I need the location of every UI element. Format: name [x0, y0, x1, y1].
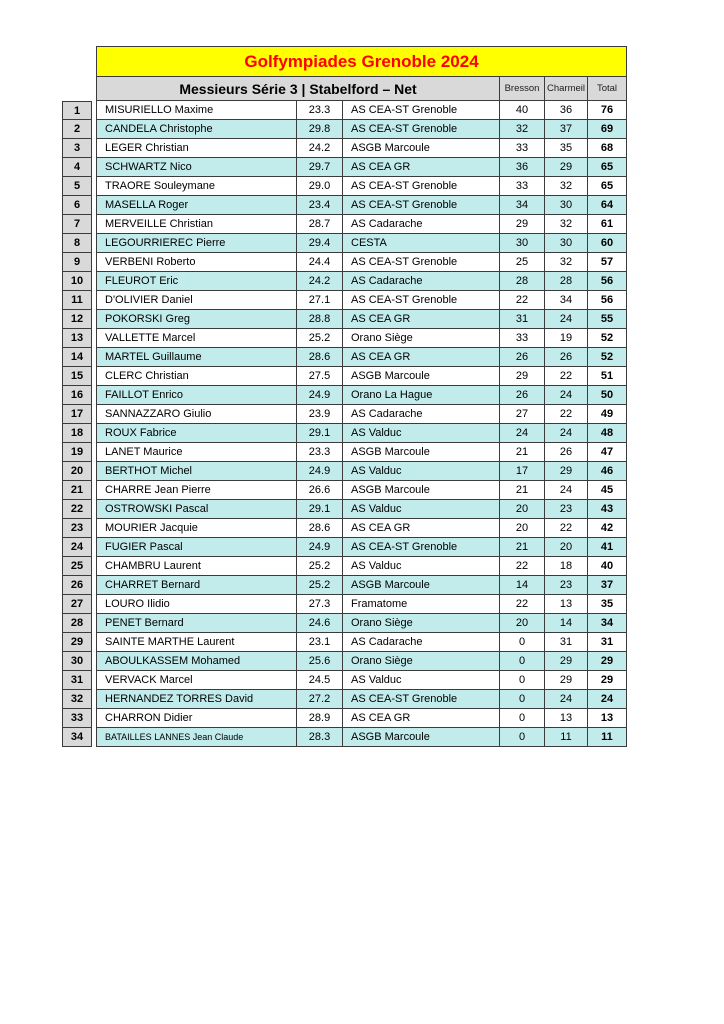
bresson-score-cell: 33 [500, 177, 545, 196]
rank-cell: 17 [62, 405, 92, 424]
charmeil-score-cell: 24 [545, 310, 588, 329]
total-score-cell: 56 [588, 272, 627, 291]
rank-cell: 8 [62, 234, 92, 253]
club-cell: AS Valduc [343, 671, 500, 690]
bresson-score-cell: 22 [500, 557, 545, 576]
player-name-cell: BATAILLES LANNES Jean Claude [96, 728, 297, 747]
bresson-score-cell: 31 [500, 310, 545, 329]
column-header-charmeil: Charmeil [545, 77, 588, 101]
player-name-cell: FLEUROT Eric [96, 272, 297, 291]
total-score-cell: 69 [588, 120, 627, 139]
rank-cell: 27 [62, 595, 92, 614]
rank-cell: 33 [62, 709, 92, 728]
player-name-cell: LANET Maurice [96, 443, 297, 462]
bresson-score-cell: 26 [500, 348, 545, 367]
charmeil-score-cell: 32 [545, 177, 588, 196]
handicap-cell: 29.7 [297, 158, 343, 177]
player-name-cell: MOURIER Jacquie [96, 519, 297, 538]
bresson-score-cell: 33 [500, 139, 545, 158]
total-score-cell: 34 [588, 614, 627, 633]
handicap-cell: 24.4 [297, 253, 343, 272]
club-cell: Orano Siège [343, 652, 500, 671]
bresson-score-cell: 0 [500, 690, 545, 709]
rank-cell: 9 [62, 253, 92, 272]
handicap-cell: 29.0 [297, 177, 343, 196]
club-cell: ASGB Marcoule [343, 481, 500, 500]
charmeil-score-cell: 37 [545, 120, 588, 139]
charmeil-score-cell: 24 [545, 481, 588, 500]
table-title: Golfympiades Grenoble 2024 [96, 46, 627, 77]
charmeil-score-cell: 23 [545, 500, 588, 519]
charmeil-score-cell: 24 [545, 386, 588, 405]
handicap-cell: 27.2 [297, 690, 343, 709]
club-cell: AS CEA GR [343, 348, 500, 367]
player-name-cell: SANNAZZARO Giulio [96, 405, 297, 424]
player-name-cell: ROUX Fabrice [96, 424, 297, 443]
club-cell: ASGB Marcoule [343, 367, 500, 386]
player-name-cell: CHARRON Didier [96, 709, 297, 728]
charmeil-score-cell: 22 [545, 367, 588, 386]
handicap-cell: 28.3 [297, 728, 343, 747]
bresson-score-cell: 40 [500, 101, 545, 120]
total-score-cell: 65 [588, 177, 627, 196]
charmeil-score-cell: 19 [545, 329, 588, 348]
handicap-cell: 27.5 [297, 367, 343, 386]
player-name-cell: MARTEL Guillaume [96, 348, 297, 367]
rank-cell: 28 [62, 614, 92, 633]
bresson-score-cell: 28 [500, 272, 545, 291]
player-name-cell: MERVEILLE Christian [96, 215, 297, 234]
player-name-cell: SAINTE MARTHE Laurent [96, 633, 297, 652]
total-score-cell: 60 [588, 234, 627, 253]
charmeil-score-cell: 29 [545, 652, 588, 671]
bresson-score-cell: 24 [500, 424, 545, 443]
club-cell: CESTA [343, 234, 500, 253]
club-cell: AS CEA-ST Grenoble [343, 120, 500, 139]
column-header-bresson: Bresson [500, 77, 545, 101]
player-name-cell: BERTHOT Michel [96, 462, 297, 481]
player-name-cell: SCHWARTZ Nico [96, 158, 297, 177]
charmeil-score-cell: 14 [545, 614, 588, 633]
bresson-score-cell: 17 [500, 462, 545, 481]
handicap-cell: 29.1 [297, 500, 343, 519]
charmeil-score-cell: 23 [545, 576, 588, 595]
rank-cell: 14 [62, 348, 92, 367]
player-name-cell: LOURO Ilidio [96, 595, 297, 614]
handicap-cell: 25.2 [297, 576, 343, 595]
bresson-score-cell: 34 [500, 196, 545, 215]
bresson-score-cell: 0 [500, 671, 545, 690]
club-cell: Framatome [343, 595, 500, 614]
rank-cell: 18 [62, 424, 92, 443]
bresson-score-cell: 26 [500, 386, 545, 405]
charmeil-score-cell: 24 [545, 690, 588, 709]
handicap-cell: 24.5 [297, 671, 343, 690]
bresson-score-cell: 29 [500, 367, 545, 386]
player-name-cell: FUGIER Pascal [96, 538, 297, 557]
total-score-cell: 51 [588, 367, 627, 386]
total-score-cell: 76 [588, 101, 627, 120]
player-name-cell: FAILLOT Enrico [96, 386, 297, 405]
player-name-cell: OSTROWSKI Pascal [96, 500, 297, 519]
charmeil-score-cell: 13 [545, 709, 588, 728]
bresson-score-cell: 20 [500, 500, 545, 519]
rank-cell: 25 [62, 557, 92, 576]
charmeil-score-cell: 36 [545, 101, 588, 120]
handicap-cell: 25.2 [297, 557, 343, 576]
charmeil-score-cell: 13 [545, 595, 588, 614]
handicap-cell: 28.6 [297, 348, 343, 367]
charmeil-score-cell: 22 [545, 519, 588, 538]
club-cell: AS Valduc [343, 500, 500, 519]
club-cell: Orano Siège [343, 614, 500, 633]
club-cell: ASGB Marcoule [343, 576, 500, 595]
player-name-cell: VALLETTE Marcel [96, 329, 297, 348]
handicap-cell: 28.6 [297, 519, 343, 538]
total-score-cell: 47 [588, 443, 627, 462]
charmeil-score-cell: 20 [545, 538, 588, 557]
bresson-score-cell: 21 [500, 538, 545, 557]
charmeil-score-cell: 28 [545, 272, 588, 291]
charmeil-score-cell: 32 [545, 253, 588, 272]
club-cell: AS Valduc [343, 557, 500, 576]
total-score-cell: 37 [588, 576, 627, 595]
handicap-cell: 25.6 [297, 652, 343, 671]
handicap-cell: 24.6 [297, 614, 343, 633]
rank-cell: 15 [62, 367, 92, 386]
rank-cell: 24 [62, 538, 92, 557]
club-cell: AS CEA-ST Grenoble [343, 538, 500, 557]
rank-cell: 29 [62, 633, 92, 652]
bresson-score-cell: 25 [500, 253, 545, 272]
rank-cell: 19 [62, 443, 92, 462]
rank-cell: 23 [62, 519, 92, 538]
total-score-cell: 42 [588, 519, 627, 538]
handicap-cell: 24.9 [297, 538, 343, 557]
rank-cell: 32 [62, 690, 92, 709]
player-name-cell: ABOULKASSEM Mohamed [96, 652, 297, 671]
handicap-cell: 27.1 [297, 291, 343, 310]
total-score-cell: 29 [588, 652, 627, 671]
club-cell: ASGB Marcoule [343, 443, 500, 462]
rank-cell: 16 [62, 386, 92, 405]
total-score-cell: 68 [588, 139, 627, 158]
club-cell: AS CEA-ST Grenoble [343, 101, 500, 120]
club-cell: AS CEA-ST Grenoble [343, 291, 500, 310]
player-name-cell: HERNANDEZ TORRES David [96, 690, 297, 709]
charmeil-score-cell: 26 [545, 348, 588, 367]
charmeil-score-cell: 31 [545, 633, 588, 652]
handicap-cell: 23.3 [297, 443, 343, 462]
player-name-cell: PENET Bernard [96, 614, 297, 633]
charmeil-score-cell: 24 [545, 424, 588, 443]
bresson-score-cell: 14 [500, 576, 545, 595]
handicap-cell: 28.9 [297, 709, 343, 728]
club-cell: AS CEA GR [343, 709, 500, 728]
charmeil-score-cell: 18 [545, 557, 588, 576]
rank-cell: 11 [62, 291, 92, 310]
total-score-cell: 45 [588, 481, 627, 500]
charmeil-score-cell: 29 [545, 158, 588, 177]
table-subtitle: Messieurs Série 3 | Stabelford – Net [96, 77, 500, 101]
bresson-score-cell: 0 [500, 633, 545, 652]
total-score-cell: 52 [588, 329, 627, 348]
player-name-cell: CLERC Christian [96, 367, 297, 386]
bresson-score-cell: 20 [500, 519, 545, 538]
rank-cell: 3 [62, 139, 92, 158]
total-score-cell: 11 [588, 728, 627, 747]
handicap-cell: 28.8 [297, 310, 343, 329]
rank-cell: 6 [62, 196, 92, 215]
total-score-cell: 29 [588, 671, 627, 690]
club-cell: AS CEA-ST Grenoble [343, 177, 500, 196]
handicap-cell: 24.9 [297, 386, 343, 405]
club-cell: Orano Siège [343, 329, 500, 348]
total-score-cell: 55 [588, 310, 627, 329]
rank-cell: 31 [62, 671, 92, 690]
rank-cell: 34 [62, 728, 92, 747]
club-cell: AS CEA GR [343, 310, 500, 329]
club-cell: ASGB Marcoule [343, 728, 500, 747]
club-cell: AS Valduc [343, 424, 500, 443]
handicap-cell: 29.1 [297, 424, 343, 443]
bresson-score-cell: 0 [500, 728, 545, 747]
total-score-cell: 64 [588, 196, 627, 215]
charmeil-score-cell: 22 [545, 405, 588, 424]
handicap-cell: 29.8 [297, 120, 343, 139]
total-score-cell: 50 [588, 386, 627, 405]
player-name-cell: CANDELA Christophe [96, 120, 297, 139]
player-name-cell: POKORSKI Greg [96, 310, 297, 329]
bresson-score-cell: 27 [500, 405, 545, 424]
handicap-cell: 25.2 [297, 329, 343, 348]
rank-cell: 21 [62, 481, 92, 500]
bresson-score-cell: 22 [500, 595, 545, 614]
rank-cell: 5 [62, 177, 92, 196]
column-header-total: Total [588, 77, 627, 101]
bresson-score-cell: 22 [500, 291, 545, 310]
rank-cell: 30 [62, 652, 92, 671]
handicap-cell: 27.3 [297, 595, 343, 614]
total-score-cell: 40 [588, 557, 627, 576]
player-name-cell: CHAMBRU Laurent [96, 557, 297, 576]
club-cell: ASGB Marcoule [343, 139, 500, 158]
rank-cell: 26 [62, 576, 92, 595]
total-score-cell: 48 [588, 424, 627, 443]
handicap-cell: 29.4 [297, 234, 343, 253]
bresson-score-cell: 30 [500, 234, 545, 253]
handicap-cell: 23.1 [297, 633, 343, 652]
player-name-cell: D'OLIVIER Daniel [96, 291, 297, 310]
total-score-cell: 52 [588, 348, 627, 367]
handicap-cell: 24.2 [297, 139, 343, 158]
club-cell: AS Cadarache [343, 405, 500, 424]
results-table [62, 46, 627, 747]
rank-cell: 7 [62, 215, 92, 234]
player-name-cell: TRAORE Souleymane [96, 177, 297, 196]
charmeil-score-cell: 30 [545, 196, 588, 215]
player-name-cell: LEGOURRIEREC Pierre [96, 234, 297, 253]
player-name-cell: LEGER Christian [96, 139, 297, 158]
rank-cell: 2 [62, 120, 92, 139]
total-score-cell: 24 [588, 690, 627, 709]
handicap-cell: 26.6 [297, 481, 343, 500]
charmeil-score-cell: 29 [545, 462, 588, 481]
total-score-cell: 35 [588, 595, 627, 614]
rank-cell: 1 [62, 101, 92, 120]
handicap-cell: 28.7 [297, 215, 343, 234]
club-cell: AS CEA GR [343, 519, 500, 538]
player-name-cell: MASELLA Roger [96, 196, 297, 215]
total-score-cell: 61 [588, 215, 627, 234]
club-cell: AS CEA GR [343, 158, 500, 177]
club-cell: AS Valduc [343, 462, 500, 481]
player-name-cell: CHARRET Bernard [96, 576, 297, 595]
club-cell: Orano La Hague [343, 386, 500, 405]
handicap-cell: 23.4 [297, 196, 343, 215]
club-cell: AS CEA-ST Grenoble [343, 690, 500, 709]
bresson-score-cell: 29 [500, 215, 545, 234]
total-score-cell: 31 [588, 633, 627, 652]
total-score-cell: 57 [588, 253, 627, 272]
rank-cell: 4 [62, 158, 92, 177]
club-cell: AS CEA-ST Grenoble [343, 196, 500, 215]
rank-cell: 20 [62, 462, 92, 481]
charmeil-score-cell: 29 [545, 671, 588, 690]
charmeil-score-cell: 32 [545, 215, 588, 234]
handicap-cell: 24.9 [297, 462, 343, 481]
charmeil-score-cell: 26 [545, 443, 588, 462]
bresson-score-cell: 0 [500, 709, 545, 728]
bresson-score-cell: 21 [500, 443, 545, 462]
bresson-score-cell: 20 [500, 614, 545, 633]
charmeil-score-cell: 35 [545, 139, 588, 158]
handicap-cell: 24.2 [297, 272, 343, 291]
handicap-cell: 23.3 [297, 101, 343, 120]
bresson-score-cell: 36 [500, 158, 545, 177]
total-score-cell: 46 [588, 462, 627, 481]
total-score-cell: 56 [588, 291, 627, 310]
bresson-score-cell: 21 [500, 481, 545, 500]
club-cell: AS Cadarache [343, 272, 500, 291]
handicap-cell: 23.9 [297, 405, 343, 424]
club-cell: AS Cadarache [343, 215, 500, 234]
rank-cell: 10 [62, 272, 92, 291]
total-score-cell: 41 [588, 538, 627, 557]
total-score-cell: 65 [588, 158, 627, 177]
charmeil-score-cell: 34 [545, 291, 588, 310]
bresson-score-cell: 32 [500, 120, 545, 139]
player-name-cell: MISURIELLO Maxime [96, 101, 297, 120]
rank-cell: 13 [62, 329, 92, 348]
rank-cell: 12 [62, 310, 92, 329]
player-name-cell: CHARRE Jean Pierre [96, 481, 297, 500]
player-name-cell: VERVACK Marcel [96, 671, 297, 690]
bresson-score-cell: 33 [500, 329, 545, 348]
club-cell: AS CEA-ST Grenoble [343, 253, 500, 272]
total-score-cell: 49 [588, 405, 627, 424]
total-score-cell: 13 [588, 709, 627, 728]
player-name-cell: VERBENI Roberto [96, 253, 297, 272]
total-score-cell: 43 [588, 500, 627, 519]
charmeil-score-cell: 11 [545, 728, 588, 747]
rank-cell: 22 [62, 500, 92, 519]
club-cell: AS Cadarache [343, 633, 500, 652]
charmeil-score-cell: 30 [545, 234, 588, 253]
bresson-score-cell: 0 [500, 652, 545, 671]
